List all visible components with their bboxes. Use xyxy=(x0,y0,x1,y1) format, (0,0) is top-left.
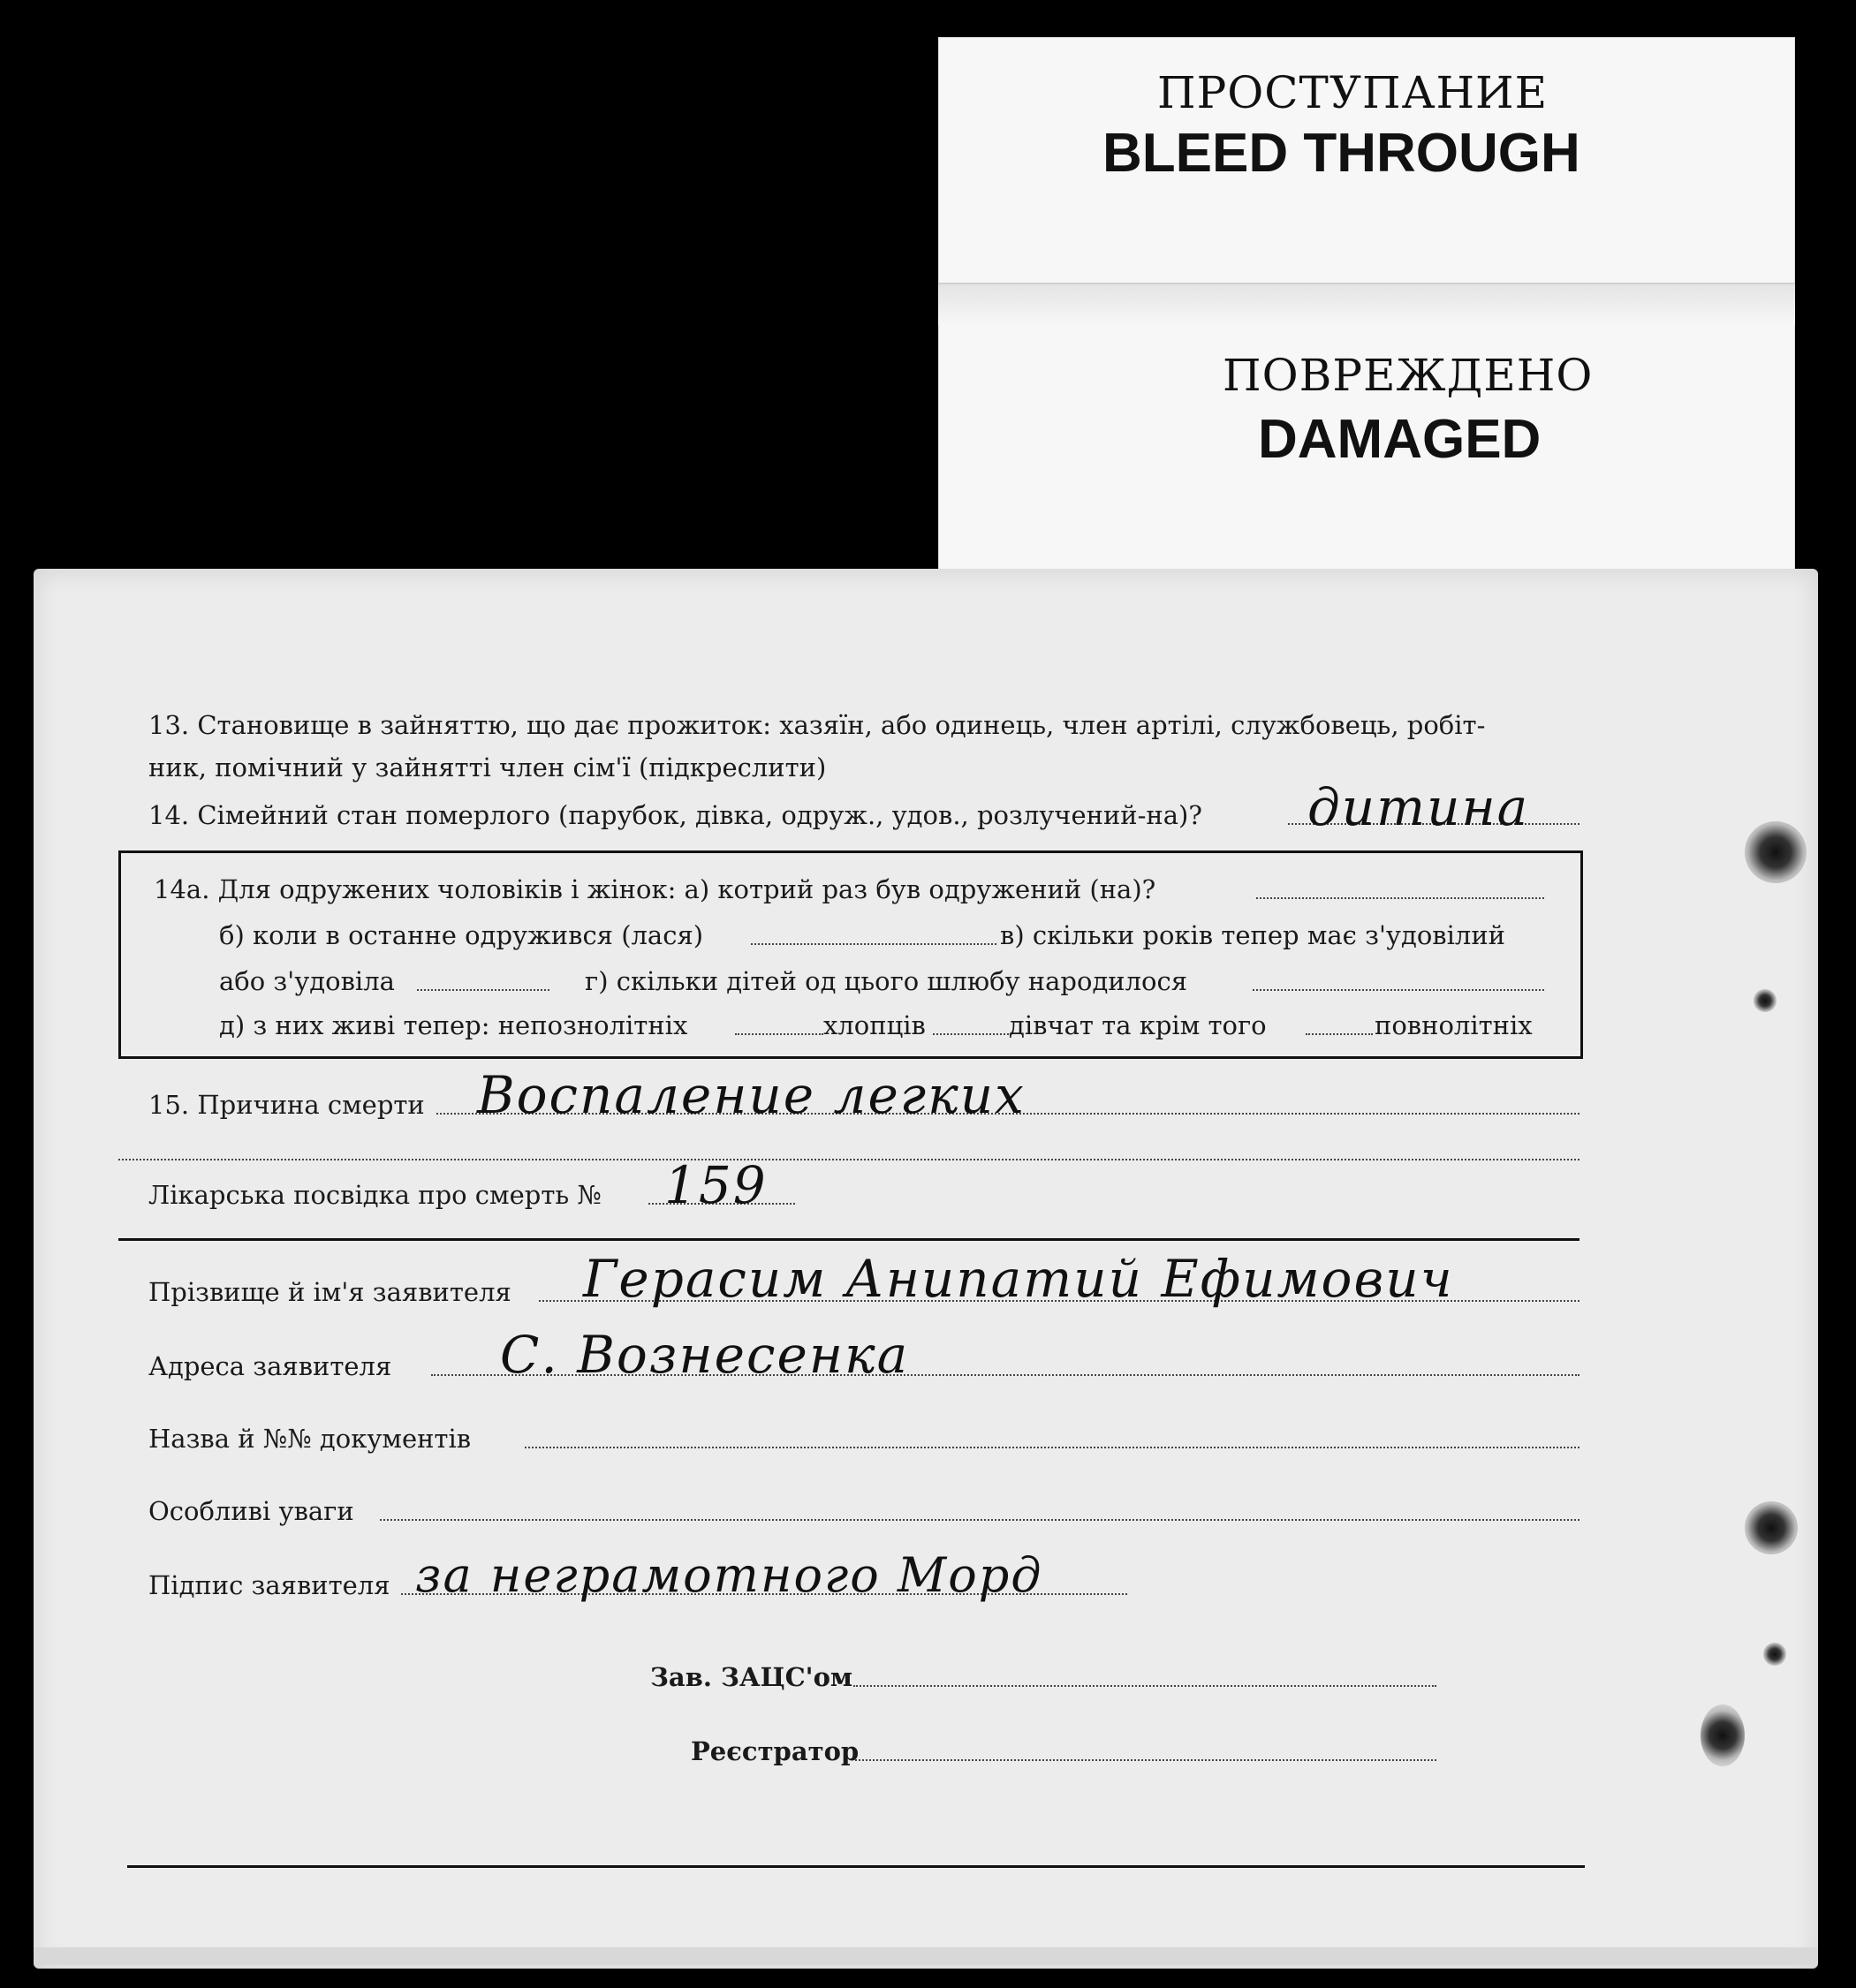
item-14-label: 14. Сімейний стан померлого (парубок, дівка, одруж., удов., розлучений-на)? xyxy=(148,800,1202,830)
item-14a-line2b: в) скільки років тепер має з'удовілий xyxy=(1000,920,1505,950)
applicant-address-label: Адреса заявителя xyxy=(148,1351,392,1381)
item-14a-line3-field2 xyxy=(1253,989,1544,991)
item-13-line2: ник, помічний у зайнятті член сім'ї (підкреслити) xyxy=(148,752,827,782)
item-15-line2 xyxy=(118,1159,1579,1160)
bleed-through-en: BLEED THROUGH xyxy=(1102,123,1580,184)
item-13-line1: 13. Становище в зайняттю, що дає прожиток: хазяїн, або одинець, член артілі, службовець, робіт- xyxy=(148,710,1486,740)
item-14-handwritten: дитина xyxy=(1307,777,1530,837)
punch-hole xyxy=(1745,821,1807,883)
head-label: Зав. ЗАЦС'ом xyxy=(650,1662,853,1692)
punch-hole xyxy=(1763,1643,1786,1666)
documents-label: Назва й №№ документів xyxy=(148,1424,472,1454)
item-14a-line3a: або з'удовіла xyxy=(219,966,395,996)
item-14a-line3b: г) скільки дітей од цього шлюбу народилося xyxy=(585,966,1188,996)
remarks-line xyxy=(380,1519,1579,1521)
signature-handwritten: за неграмотного Морд xyxy=(415,1547,1043,1603)
head-line xyxy=(853,1685,1436,1687)
form-paper-edge xyxy=(34,1947,1818,1965)
applicant-name-handwritten: Герасим Анипатий Ефимович xyxy=(583,1249,1454,1309)
punch-hole xyxy=(1754,989,1776,1012)
item-14a-line1-field xyxy=(1256,897,1544,899)
item-14a-line1: 14а. Для одружених чоловіків і жінок: а) котрий раз був одружений (на)? xyxy=(154,874,1156,904)
documents-line xyxy=(525,1447,1579,1448)
item-14a-line4a: д) з них живі тепер: непознолітніх xyxy=(219,1010,688,1040)
item-14a-line4-field1 xyxy=(735,1033,823,1035)
item-14a-line3-field1 xyxy=(417,989,549,991)
archive-label-card xyxy=(938,37,1795,576)
punch-hole xyxy=(1745,1501,1798,1554)
bleed-through-ru: ПРОСТУПАНИЕ xyxy=(1157,67,1549,118)
applicant-name-label: Прізвище й ім'я заявителя xyxy=(148,1277,511,1307)
item-14a-line4c: дівчат та крім того xyxy=(1009,1010,1267,1040)
signature-label: Підпис заявителя xyxy=(148,1570,390,1600)
item-14a-line4b: хлопців xyxy=(823,1010,926,1040)
registrar-line xyxy=(855,1759,1436,1761)
punch-hole xyxy=(1701,1705,1745,1766)
damaged-en: DAMAGED xyxy=(1258,409,1542,470)
medical-cert-label: Лікарська посвідка про смерть № xyxy=(148,1180,602,1210)
remarks-label: Особливі уваги xyxy=(148,1496,354,1526)
item-14a-line4d: повнолітніх xyxy=(1375,1010,1533,1040)
registrar-label: Реєстратор xyxy=(691,1736,860,1766)
medical-cert-handwritten: 159 xyxy=(664,1155,768,1215)
item-14a-line4-field2 xyxy=(933,1033,1009,1035)
section-divider xyxy=(118,1238,1579,1241)
label-card-fold xyxy=(938,283,1795,325)
damaged-ru: ПОВРЕЖДЕНО xyxy=(1223,350,1594,401)
item-14a-line2a: б) коли в останне одружився (лася) xyxy=(219,920,704,950)
bottom-rule xyxy=(127,1865,1585,1868)
item-15-label: 15. Причина смерти xyxy=(148,1090,425,1120)
applicant-address-handwritten: С. Вознесенка xyxy=(500,1325,910,1385)
item-14a-line2-field xyxy=(751,943,996,945)
item-15-handwritten: Воспаление легких xyxy=(477,1065,1026,1125)
item-14a-line4-field3 xyxy=(1306,1033,1373,1035)
